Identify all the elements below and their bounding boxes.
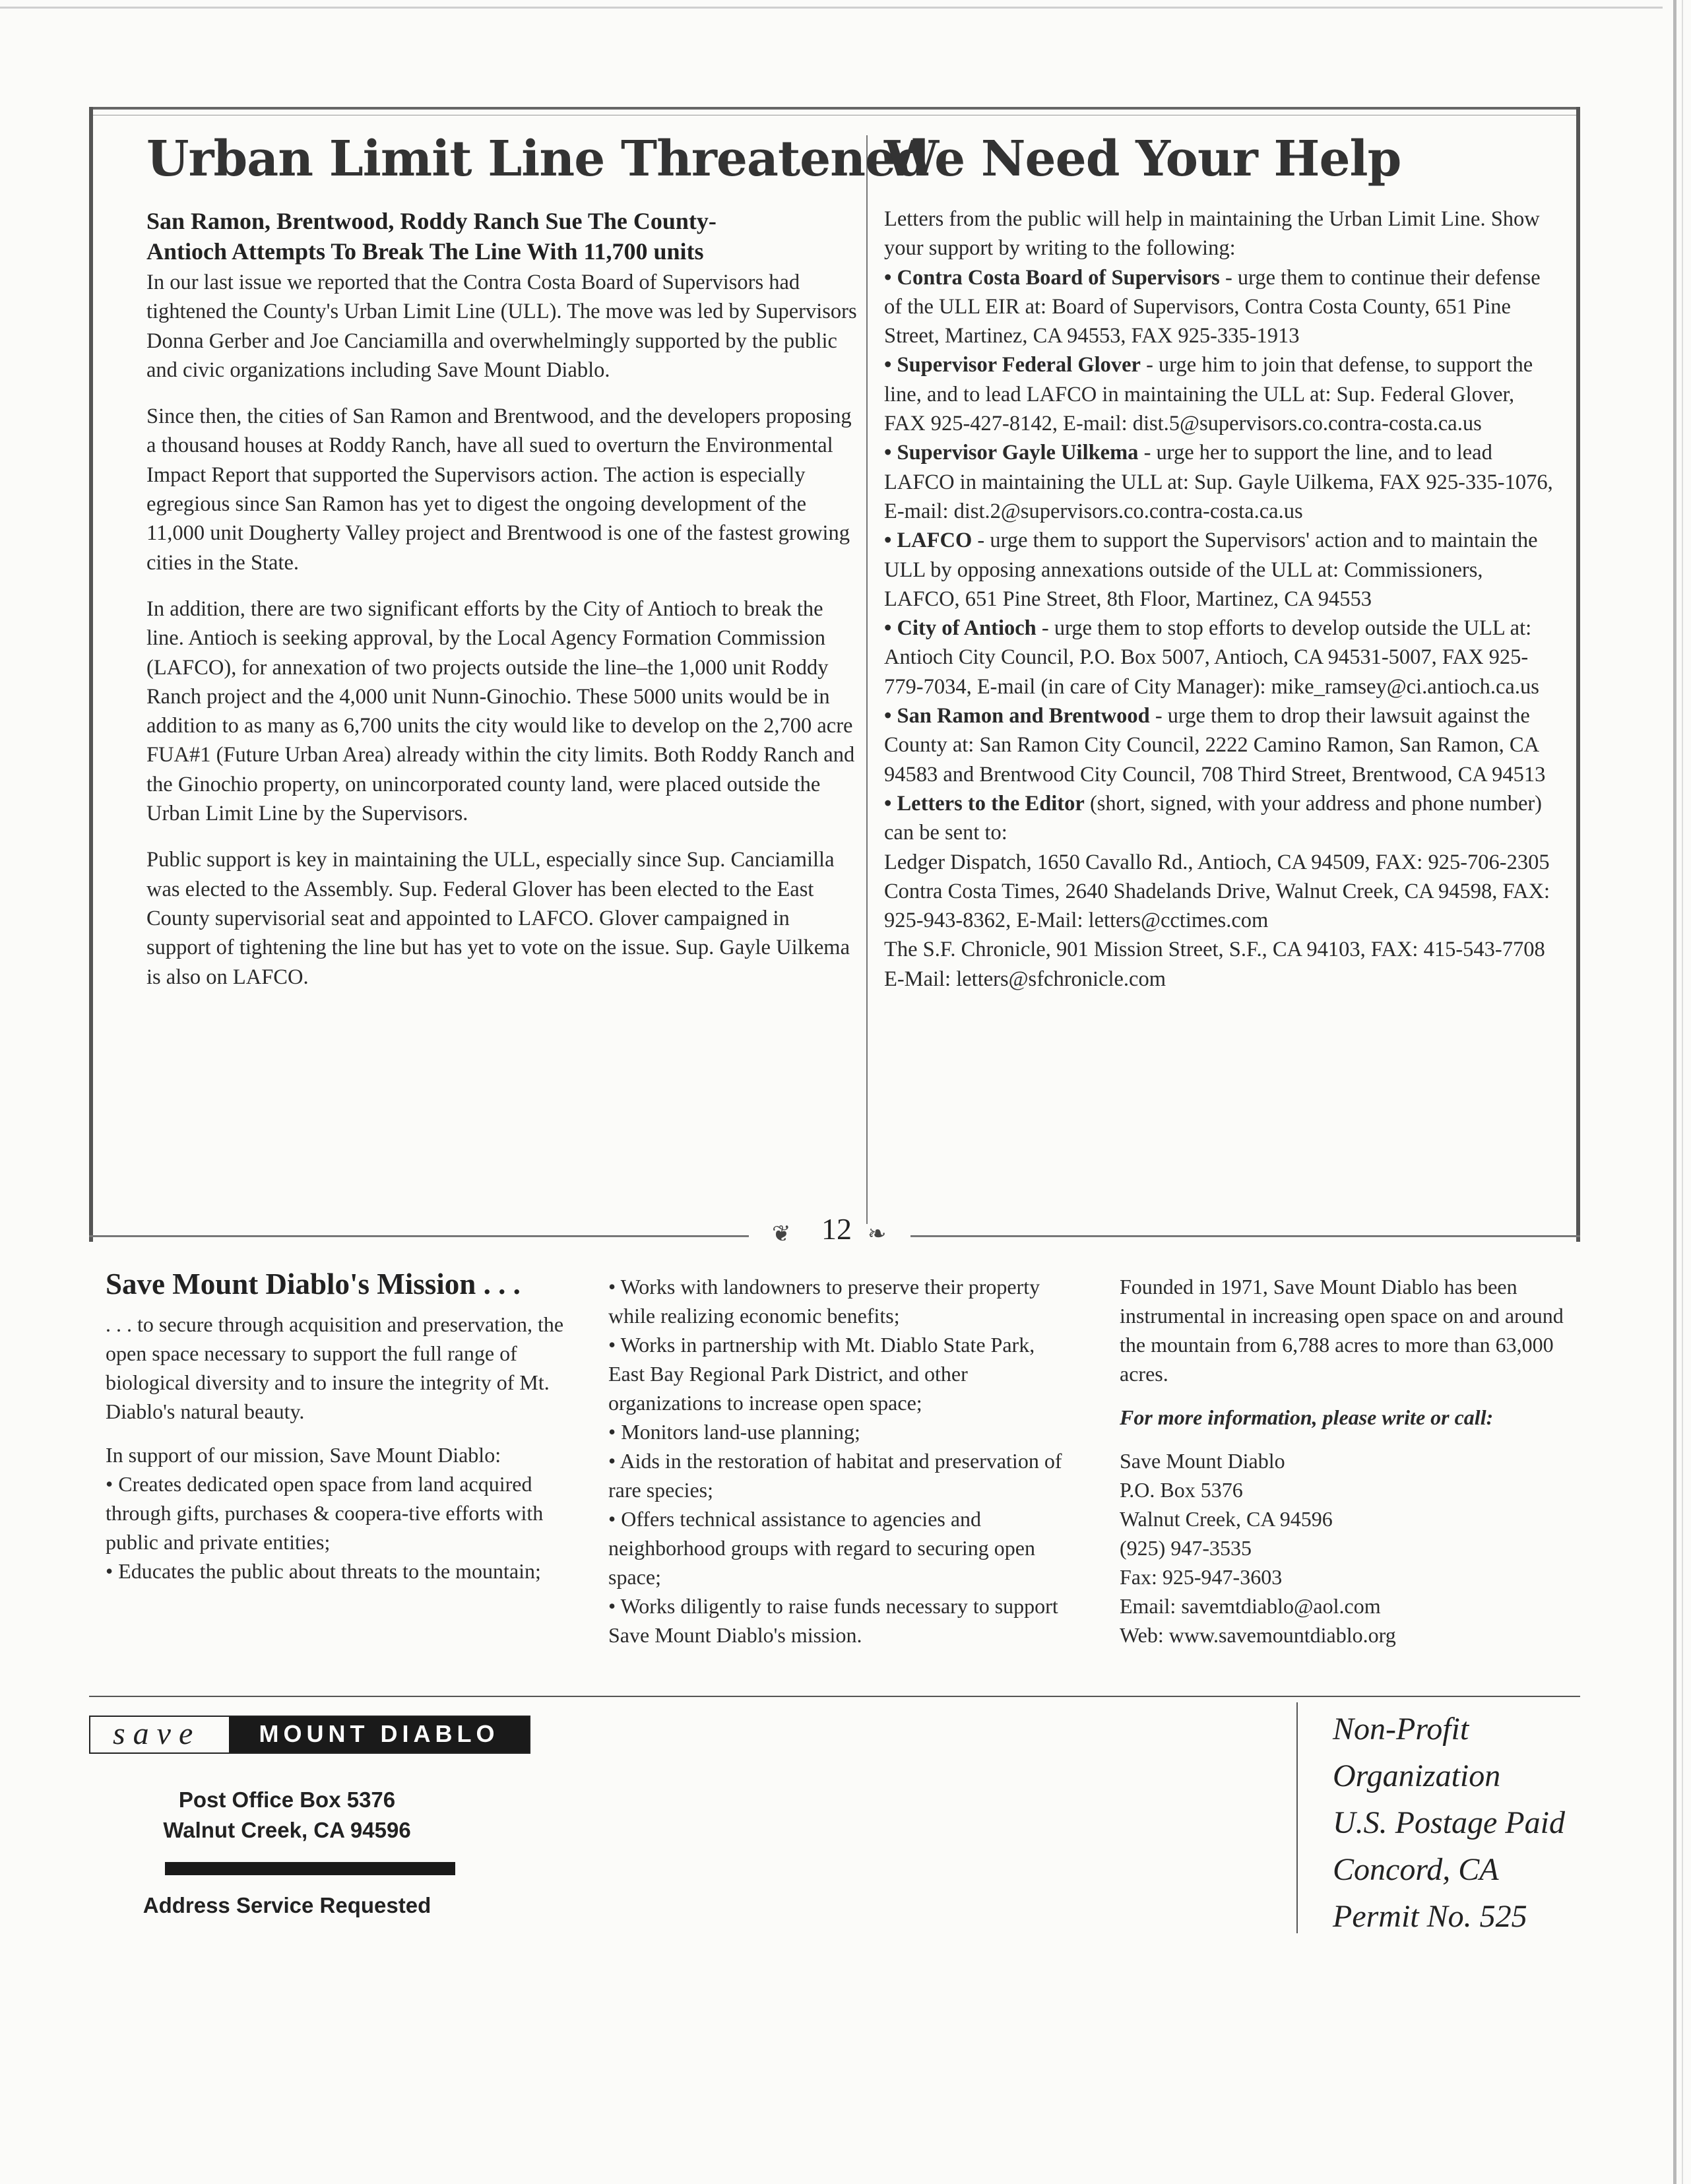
postage-line: U.S. Postage Paid [1333, 1805, 1565, 1840]
urban-paragraph: Public support is key in maintaining the ULL, especially since Sup. Canciamilla was elected to the Assembly. Sup. Federal Glover has been elected to the East County supervisorial seat and appointed to LAFCO. Glover campaigned in support of tightening the line but has yet to vote on the issue. Sup. Gayle Uilkema is also on LAFCO. [146, 848, 850, 989]
urban-subhead-line-2: Antioch Attempts To Break The Line With 11,700 units [146, 238, 704, 265]
help-item-target: • Supervisor Federal Glover [884, 353, 1141, 377]
mission-bullet: • Aids in the restoration of habitat and preservation of rare species; [608, 1449, 1062, 1502]
postage-line: Non-Profit [1333, 1712, 1469, 1747]
help-intro: Letters from the public will help in maintaining the Urban Limit Line. Show your support by writing to the following: [884, 207, 1540, 261]
urban-paragraph: Since then, the cities of San Ramon and Brentwood, and the developers proposing a thousand houses at Roddy Ranch, have all sued to overturn the Environmental Impact Report that supported the Supervisors action. The action is especially egregious since San Ramon has yet to digest the ongoing development of the 11,000 unit Dougherty Valley project and Brentwood is one of the fastest growing cities in the State. [146, 404, 852, 575]
return-address-line-2: Walnut Creek, CA 94596 [163, 1818, 411, 1842]
mission-statement: . . . to secure through acquisition and preservation, the open space necessary to support the full range of biological diversity and to insure the integrity of Mt. Diablo's natural beauty. [106, 1312, 564, 1423]
help-item-text: - urge them to stop efforts to develop outside the ULL at: Antioch City Council, P.O. Box 5007, Antioch, CA 94531-5007, FAX 925-779-7034, E-mail (in care of City Manager): mike_ramsey@ci.antioch.ca.us [884, 616, 1539, 699]
mission-bullet: • Works in partnership with Mt. Diablo State Park, East Bay Regional Park District, and other organizations to increase open space; [608, 1333, 1035, 1415]
help-item [884, 614, 1557, 701]
contact-line: Email: savemtdiablo@aol.com [1120, 1594, 1381, 1618]
help-item [884, 263, 1557, 351]
contact-line: P.O. Box 5376 [1120, 1478, 1243, 1502]
return-address [115, 1785, 459, 1846]
help-item-target: • Contra Costa Board of Supervisors [884, 265, 1220, 290]
contact-line: Save Mount Diablo [1120, 1449, 1285, 1473]
mailer-top-rule [89, 1696, 1580, 1697]
help-item-target: • Letters to the Editor [884, 791, 1085, 816]
help-item-target: • City of Antioch [884, 616, 1037, 641]
postage-line: Concord, CA [1333, 1852, 1499, 1887]
mission-bullet: • Offers technical assistance to agencies and neighborhood groups with regard to securing open space; [608, 1507, 1035, 1589]
leaf-ornament-right-icon: ❧ [868, 1222, 887, 1246]
mission-column-2 [608, 1272, 1070, 1650]
help-item-text: - urge him to join that defense, to support the line, and to lead LAFCO in maintaining the ULL at: Sup. Federal Glover, FAX 925-427-8142, E-mail: dist.5@supervisors.co.contra-costa.ca.us [884, 353, 1533, 436]
founded-text: Founded in 1971, Save Mount Diablo has been instrumental in increasing open space on and around the mountain from 6,788 acres to more than 63,000 acres. [1120, 1275, 1564, 1386]
help-headline: We Need Your Help [884, 131, 1401, 187]
page-number: 12 [821, 1212, 852, 1246]
help-item-target: • Supervisor Gayle Uilkema [884, 441, 1139, 465]
page-number-ornament [752, 1211, 910, 1251]
mission-bullet: • Creates dedicated open space from land acquired through gifts, purchases & coopera-tive efforts with public and private entities; [106, 1472, 544, 1554]
contact-line: Web: www.savemountdiablo.org [1120, 1623, 1396, 1647]
frame-top-rule [89, 107, 1580, 110]
mission-support-intro: In support of our mission, Save Mount Diablo: [106, 1443, 501, 1467]
help-item [884, 438, 1557, 526]
help-outlet: Contra Costa Times, 2640 Shadelands Drive, Walnut Creek, CA 94598, FAX: 925-943-8362, E-Mail: letters@cctimes.com [884, 879, 1550, 933]
help-item-text: - urge her to support the line, and to lead LAFCO in maintaining the ULL at: Sup. Gayle Uilkema, FAX 925-335-1076, E-mail: dist.2@supervisors.co.contra-costa.ca.us [884, 441, 1553, 523]
help-item [884, 789, 1557, 848]
mission-bullet: • Monitors land-use planning; [608, 1420, 860, 1444]
address-service: Address Service Requested [143, 1893, 431, 1917]
return-address-line-1: Post Office Box 5376 [178, 1787, 396, 1812]
help-item-text: - urge them to continue their defense of the ULL EIR at: Board of Supervisors, Contra Costa County, 651 Pine Street, Martinez, CA 94553, FAX 925-335-1913 [884, 265, 1541, 348]
contact-line: Walnut Creek, CA 94596 [1120, 1507, 1333, 1531]
contact-line: (925) 947-3535 [1120, 1536, 1252, 1560]
help-item [884, 701, 1557, 789]
frame-bottom-rule-right [910, 1235, 1580, 1237]
urban-headline: Urban Limit Line Threatened [146, 131, 929, 187]
mission-bullet: • Educates the public about threats to the mountain; [106, 1559, 541, 1583]
help-item-text: - urge them to support the Supervisors' action and to maintain the ULL by opposing annexations outside of the ULL at: Commissioners, LAFCO, 651 Pine Street, 8th Floor, Martinez, CA 94553 [884, 529, 1538, 611]
postage-indicia [1333, 1706, 1565, 1940]
help-item-target: • LAFCO [884, 529, 973, 553]
mission-column-3 [1120, 1272, 1568, 1650]
help-item-text: - urge them to drop their lawsuit against the County at: San Ramon City Council, 2222 Camino Ramon, San Ramon, CA 94583 and Brentwood City Council, 708 Third Street, Brentwood, CA 94513 [884, 704, 1546, 787]
address-bar [165, 1862, 455, 1875]
help-item-text: (short, signed, with your address and phone number) can be sent to: [884, 791, 1543, 845]
frame-left-rule [89, 107, 93, 1242]
urban-subhead-line-1: San Ramon, Brentwood, Roddy Ranch Sue The County- [146, 208, 717, 234]
urban-subhead [146, 206, 859, 267]
leaf-ornament-left-icon: ❦ [772, 1222, 791, 1246]
info-heading: For more information, please write or call: [1120, 1405, 1494, 1429]
postage-line: Permit No. 525 [1333, 1899, 1527, 1934]
help-body [884, 205, 1557, 994]
contact-line: Fax: 925-947-3603 [1120, 1565, 1283, 1589]
help-outlet: Ledger Dispatch, 1650 Cavallo Rd., Antioch, CA 94509, FAX: 925-706-2305 [884, 850, 1550, 874]
column-divider [866, 135, 868, 1224]
scan-edge-right-thin [1682, 0, 1683, 2184]
save-mount-diablo-logo [89, 1716, 530, 1754]
help-outlet: The S.F. Chronicle, 901 Mission Street, S.F., CA 94103, FAX: 415-543-7708 E-Mail: letters@sfchronicle.com [884, 938, 1545, 991]
urban-body [146, 268, 859, 1009]
postage-line: Organization [1333, 1758, 1501, 1793]
frame-bottom-rule-left [89, 1235, 749, 1237]
urban-paragraph: In addition, there are two significant efforts by the City of Antioch to break the line. Antioch is seeking approval, by the Local Agency Formation Commission (LAFCO), for annexation of two projects outside the line–the 1,000 unit Roddy Ranch project and the 4,000 unit Nunn-Ginochio. These 5000 units would be in addition to as many as 6,700 units the city would like to develop on the 2,700 acre FUA#1 (Future Urban Area) already within the city limits. Both Roddy Ranch and the Ginochio property, on unincorporated county land, were placed outside the Urban Limit Line by the Supervisors. [146, 596, 855, 826]
help-item [884, 526, 1557, 614]
mission-bullet: • Works with landowners to preserve their property while realizing economic benefits; [608, 1275, 1040, 1328]
scan-edge-right [1673, 0, 1676, 2184]
mission-column-1 [106, 1310, 581, 1586]
frame-right-rule [1576, 107, 1580, 1242]
scan-edge-top [0, 7, 1663, 9]
logo-mount-diablo-text: MOUNT DIABLO [229, 1717, 529, 1752]
mission-bullet: • Works diligently to raise funds necessary to support Save Mount Diablo's mission. [608, 1594, 1058, 1647]
mission-title: Save Mount Diablo's Mission . . . [106, 1268, 521, 1301]
help-item [884, 350, 1557, 438]
urban-paragraph: In our last issue we reported that the Contra Costa Board of Supervisors had tightened the County's Urban Limit Line (ULL). The move was led by Supervisors Donna Gerber and Joe Canciamilla and overwhelmingly supported by the public and civic organizations including Save Mount Diablo. [146, 271, 857, 382]
logo-save-text: save [113, 1716, 201, 1751]
postage-divider [1296, 1702, 1298, 1933]
help-item-target: • San Ramon and Brentwood [884, 704, 1150, 728]
